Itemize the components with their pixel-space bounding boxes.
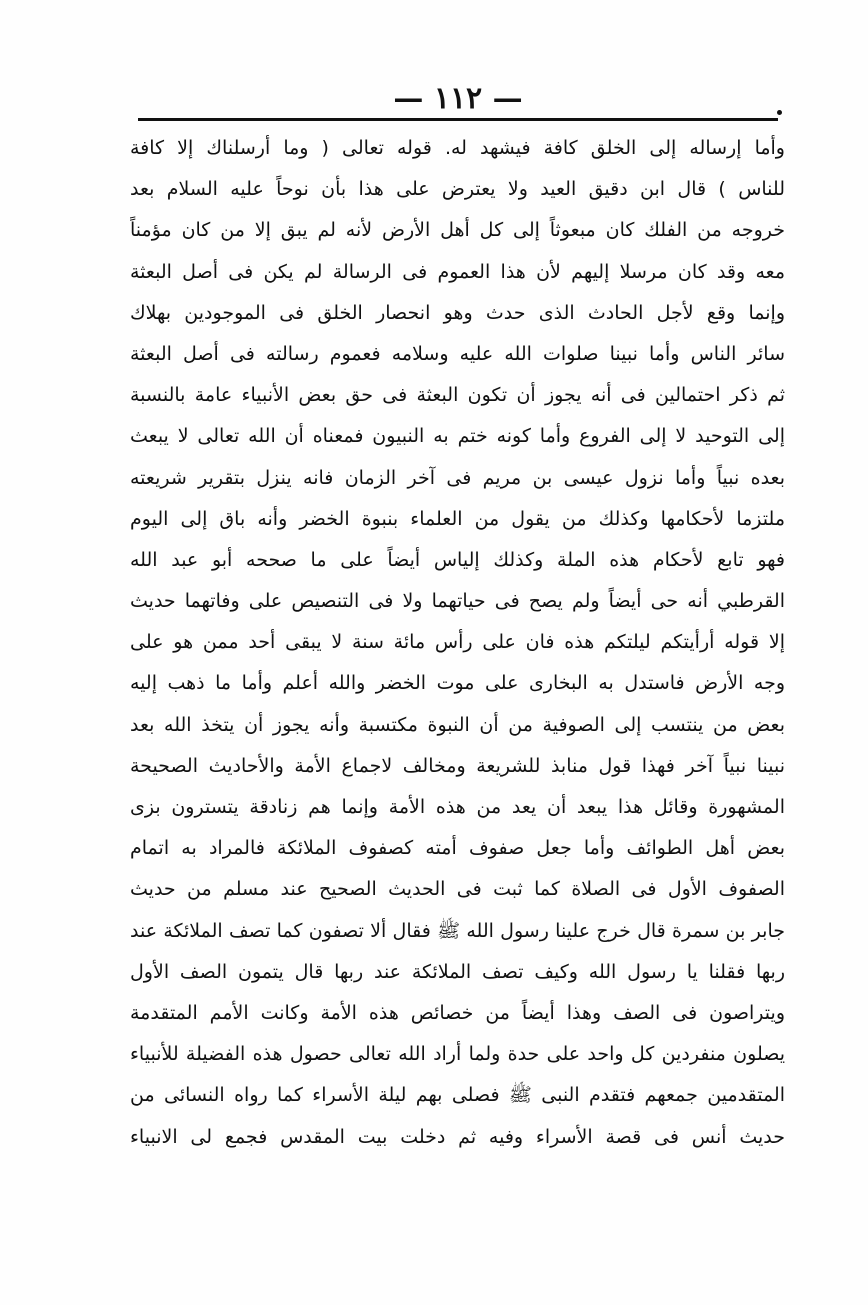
text-line: إلا قوله أرأيتكم ليلتكم هذه فان على رأس مائة سنة لا يبقى أحد ممن هو على: [130, 631, 785, 654]
text-line: ثم ذكر احتمالين فى أنه يجوز أن تكون البعثة فى حق بعض الأنبياء عامة بالنسبة: [130, 384, 785, 407]
body-text: [130, 128, 785, 1158]
text-line: المشهورة وقائل هذا يبعد أن يعد من هذه الأمة وإنما هم زنادقة يتسترون بزى: [130, 796, 785, 818]
page-header: [138, 80, 778, 122]
header-rule: [138, 118, 778, 121]
text-line: وجه الأرض فاستدل به البخارى على موت الخضر والله أعلم وأما ما ذهب إليه: [130, 672, 785, 695]
header-ornament-dot: [777, 110, 782, 115]
text-line: للناس ) قال ابن دقيق العيد ولا يعترض على هذا بأن نوحاً عليه السلام بعد: [130, 178, 785, 201]
text-line: ربها فقلنا يا رسول الله وكيف تصف الملائكة عند ربها قال يتمون الصف الأول: [130, 960, 785, 983]
text-line: جابر بن سمرة قال خرج علينا رسول الله ﷺ فقال ألا تصفون كما تصف الملائكة عند: [130, 919, 785, 942]
text-line: القرطبي أنه حى أيضاً ولم يصح فى حياتهما ولا فى التنصيص على وفاتهما حديث: [130, 590, 785, 613]
text-line: ملتزما لأحكامها وكذلك من يقول من العلماء بنبوة الخضر وأنه باق إلى اليوم: [130, 507, 785, 530]
text-line: نبينا نبياً آخر فهذا قول منابذ للشريعة ومخالف لاجماع الأمة والأحاديث الصحيحة: [130, 754, 785, 777]
text-line: خروجه من الفلك كان مبعوثاً إلى كل أهل الأرض لأنه لم يبق إلا من كان مؤمناً: [130, 219, 785, 242]
text-line: المتقدمين جمعهم فتقدم النبى ﷺ فصلى بهم ليلة الأسراء كما رواه النسائى من: [130, 1084, 785, 1107]
text-line: يصلون منفردين كل واحد على حدة ولما أراد الله تعالى حصول هذه الفضيلة للأنبياء: [130, 1043, 785, 1066]
text-line: وإنما وقع لأجل الحادث الذى حدث وهو انحصار الخلق فى الموجودين بهلاك: [130, 301, 785, 324]
text-line: ويتراصون فى الصف وهذا أيضاً من خصائص هذه الأمة وكانت الأمم المتقدمة: [130, 1001, 785, 1024]
text-line: حديث أنس فى قصة الأسراء وفيه ثم دخلت بيت المقدس فجمع لى الانبياء: [130, 1125, 785, 1148]
text-line: بعض من ينتسب إلى الصوفية من أن النبوة مكتسبة وأنه يجوز أن يتخذ الله بعد: [130, 713, 785, 736]
page-number: — ١١٢ —: [393, 81, 523, 116]
text-line: سائر الناس وأما نبينا صلوات الله عليه وسلامه فعموم رسالته فى أصل البعثة: [130, 342, 785, 365]
text-line: فهو تابع لأحكام هذه الملة وكذلك إلياس أيضاً على ما صححه أبو عبد الله: [130, 548, 785, 571]
text-line: بعده نبياً وأما نزول عيسى بن مريم فى آخر الزمان فانه ينزل بتقرير شريعته: [130, 466, 785, 489]
text-line: الصفوف الأول فى الصلاة كما ثبت فى الحديث الصحيح عند مسلم من حديث: [130, 878, 785, 901]
text-line: وأما إرساله إلى الخلق كافة فيشهد له. قوله تعالى ( وما أرسلناك إلا كافة: [130, 137, 785, 159]
text-line: بعض أهل الطوائف وأما جعل صفوف أمته كصفوف الملائكة فالمراد به اتمام: [130, 837, 785, 860]
text-line: معه وقد كان مرسلا إليهم لأن هذا العموم فى الرسالة لم يكن فى أصل البعثة: [130, 260, 785, 283]
text-line: إلى التوحيد لا إلى الفروع وأما كونه ختم به النبيون فمعناه أن الله تعالى لا يبعث: [130, 425, 785, 448]
